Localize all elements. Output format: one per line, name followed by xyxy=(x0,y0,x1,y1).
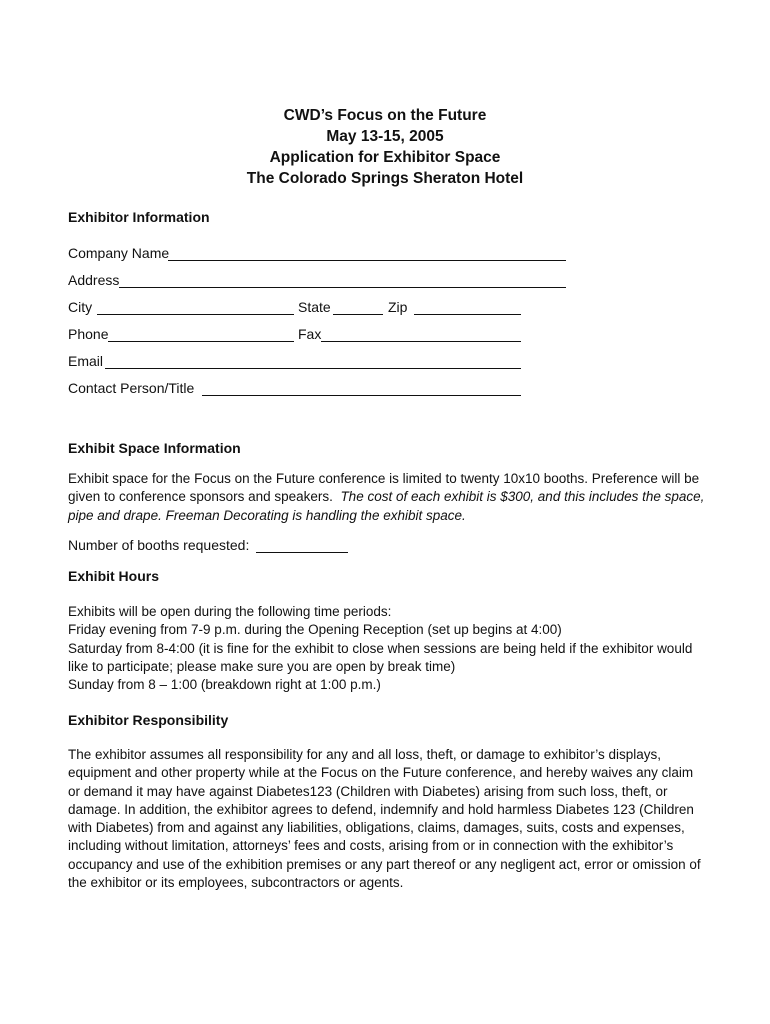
fax-label: Fax xyxy=(298,326,322,342)
address-row xyxy=(68,272,568,292)
company-name-row xyxy=(68,245,568,265)
city-field[interactable] xyxy=(97,314,294,315)
exhibit-hours-heading: Exhibit Hours xyxy=(68,568,160,584)
city-state-zip-row xyxy=(68,299,528,319)
booths-field[interactable] xyxy=(256,552,348,553)
title-line-1: CWD’s Focus on the Future xyxy=(283,107,487,124)
email-label: Email xyxy=(68,353,104,369)
exhibit-space-plain: Exhibit space for the Focus on the Future conference is limited to twenty 10x10 booths. Preference will be given to conference sponsors and speakers. xyxy=(68,471,700,505)
state-label: State xyxy=(298,299,331,315)
company-name-label: Company Name xyxy=(68,245,170,261)
city-label: City xyxy=(68,299,93,315)
email-row xyxy=(68,353,528,373)
exhibit-space-text xyxy=(68,470,708,525)
phone-field[interactable] xyxy=(108,341,294,342)
responsibility-text: The exhibitor assumes all responsibility for any and all loss, theft, or damage to exhibitor’s displays, equipment and other property while at the Focus on the Future conference, and hereby waives any claim or demand it may have against Diabetes123 (Children with Diabetes) arising from such loss, theft, or damage. In addition, the exhibitor agrees to defend, indemnify and hold harmless Diabetes 123 (Children with Diabetes) from and against any liabilities, obligations, claims, damages, suits, costs and expenses, including without limitation, attorneys’ fees and costs, arising from or in connection with the exhibitor’s occupancy and use of the exhibition premises or any part thereof or any negligent act, error or omission of the exhibitor or its employees, subcontractors or agents. xyxy=(68,747,701,891)
hours-friday: Friday evening from 7-9 p.m. during the Opening Reception (set up begins at 4:00) xyxy=(68,622,562,638)
zip-field[interactable] xyxy=(414,314,521,315)
booths-row xyxy=(68,537,368,557)
contact-field[interactable] xyxy=(202,395,521,396)
booths-label: Number of booths requested: xyxy=(68,537,250,553)
phone-fax-row xyxy=(68,326,528,346)
hours-intro: Exhibits will be open during the following time periods: xyxy=(68,604,392,619)
company-name-field[interactable] xyxy=(168,260,566,261)
fax-field[interactable] xyxy=(321,341,521,342)
contact-row xyxy=(68,380,528,400)
exhibit-space-heading: Exhibit Space Information xyxy=(68,440,241,456)
exhibit-space-italic: The cost of each exhibit is $300, and this includes the space, pipe and drape. Freeman Decorating is handling the exhibit space. xyxy=(68,489,705,523)
contact-label: Contact Person/Title xyxy=(68,380,195,396)
email-field[interactable] xyxy=(105,368,521,369)
address-field[interactable] xyxy=(119,287,566,288)
title-line-2: May 13-15, 2005 xyxy=(326,128,444,145)
hours-saturday: Saturday from 8-4:00 (it is fine for the exhibit to close when sessions are being held if the exhibitor would like to participate; please make sure you are open by break time) xyxy=(68,640,693,674)
address-label: Address xyxy=(68,272,120,288)
hours-sunday: Sunday from 8 – 1:00 (breakdown right at 1:00 p.m.) xyxy=(68,677,381,693)
title-line-4: The Colorado Springs Sheraton Hotel xyxy=(246,170,524,187)
title-block xyxy=(0,105,770,189)
exhibitor-info-heading: Exhibitor Information xyxy=(68,209,210,225)
responsibility-heading: Exhibitor Responsibility xyxy=(68,712,229,728)
exhibit-hours-text xyxy=(68,603,708,694)
state-field[interactable] xyxy=(333,314,383,315)
phone-label: Phone xyxy=(68,326,109,342)
title-line-3: Application for Exhibitor Space xyxy=(269,149,501,166)
zip-label: Zip xyxy=(388,299,408,315)
